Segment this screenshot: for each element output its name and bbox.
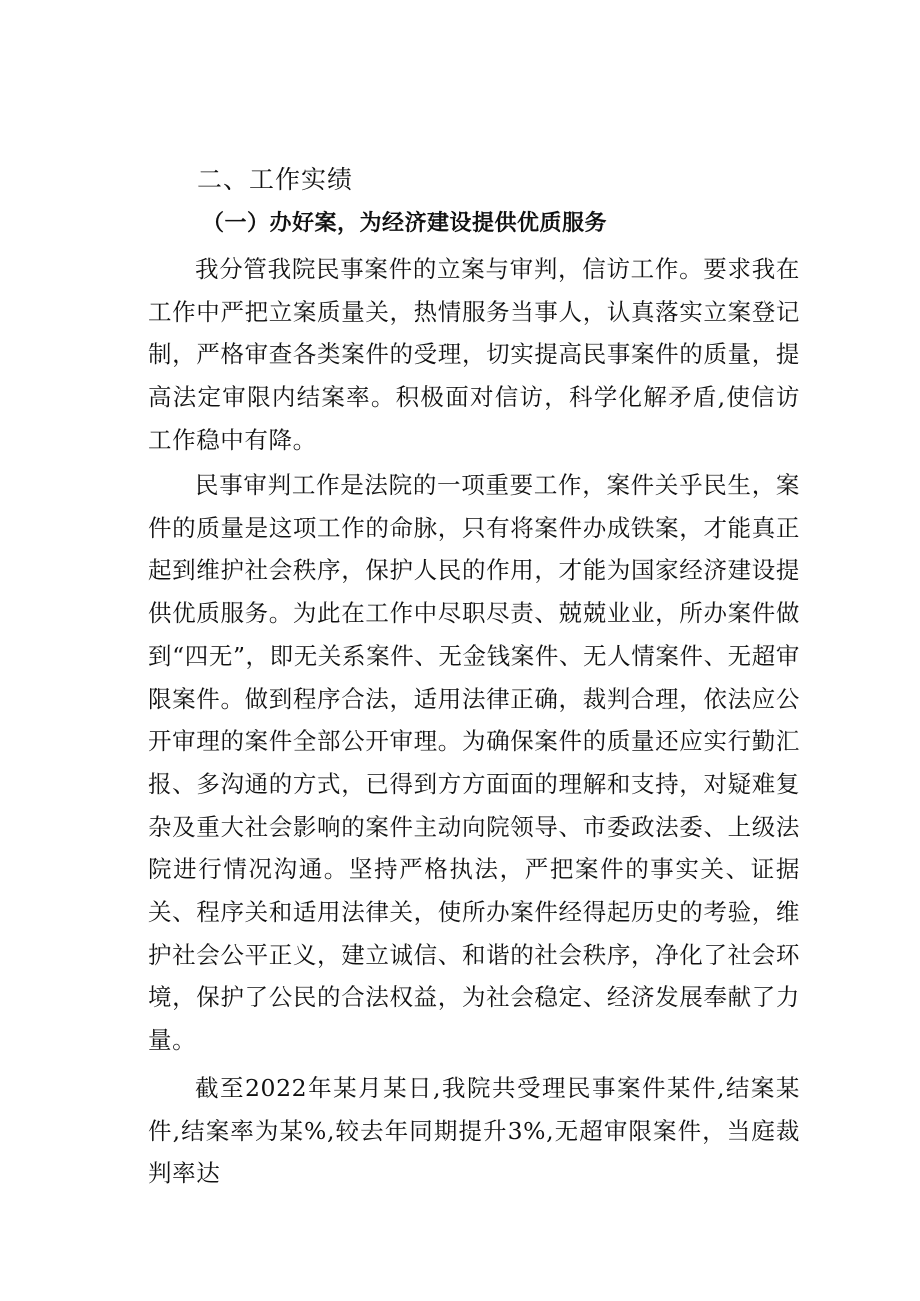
body-paragraph-2: 民事审判工作是法院的一项重要工作，案件关乎民生，案件的质量是这项工作的命脉，只有将案件办成铁案，才能真正起到维护社会秩序，保护人民的作用，才能为国家经济建设提供优质服务。为此在工作中尽职尽责、兢兢业业，所办案件做到“四无”，即无关系案件、无金钱案件、无人情案件、无超审限案件。做到程序合法，适用法律正确，裁判合理，依法应公开审理的案件全部公开审理。为确保案件的质量还应实行勤汇报、多沟通的方式，已得到方方面面的理解和支持，对疑难复杂及重大社会影响的案件主动向院领导、市委政法委、上级法院进行情况沟通。坚持严格执法，严把案件的事实关、证据关、程序关和适用法律关，使所办案件经得起历史的考验，维护社会公平正义，建立诚信、和谐的社会秩序，净化了社会环境，保护了公民的合法权益，为社会稳定、经济发展奉献了力量。 [148, 471, 800, 1055]
subsection-heading: （一）办好案，为经济建设提供优质服务 [202, 211, 608, 236]
body-paragraph-3: 截至2022年某月某日,我院共受理民事案件某件,结案某件,结案率为某%,较去年同期提升3%,无超审限案件，当庭裁判率达 [148, 1074, 800, 1188]
section-heading: 二、工作实绩 [197, 165, 354, 194]
body-paragraph-1: 我分管我院民事案件的立案与审判，信访工作。要求我在工作中严把立案质量关，热情服务当事人，认真落实立案登记制，严格审查各类案件的受理，切实提高民事案件的质量，提高法定审限内结案率。积极面对信访，科学化解矛盾,使信访工作稳中有降。 [148, 255, 800, 454]
